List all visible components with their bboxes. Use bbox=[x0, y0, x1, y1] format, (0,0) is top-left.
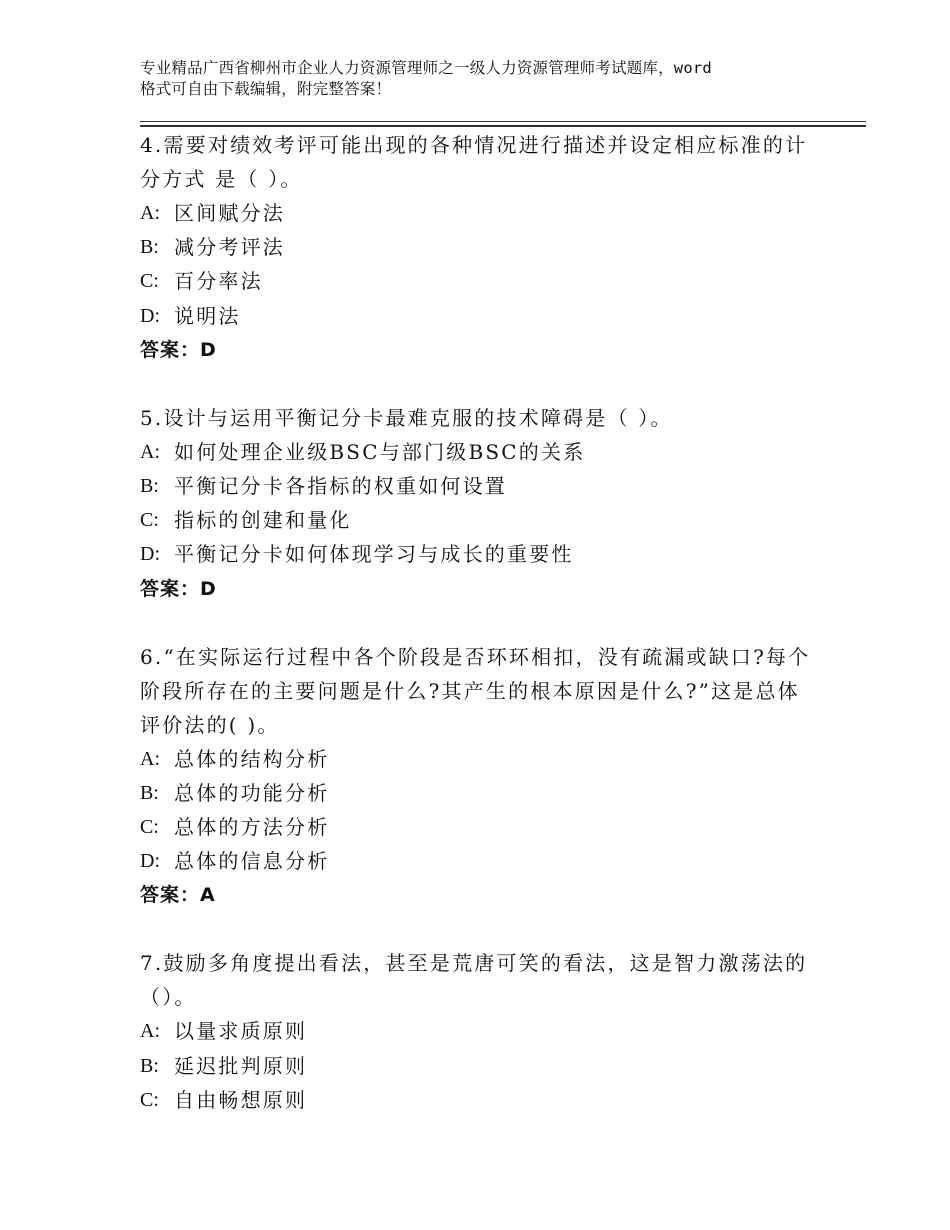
option-text: 总体的结构分析 bbox=[174, 746, 330, 771]
option-text: 总体的信息分析 bbox=[174, 849, 330, 874]
option-letter: D: bbox=[140, 304, 160, 327]
option-text: 平衡记分卡如何体现学习与成长的重要性 bbox=[174, 542, 574, 567]
question-5 bbox=[140, 401, 820, 606]
option-c bbox=[140, 503, 820, 537]
question-stem-line: 6.“在实际运行过程中各个阶段是否环环相扣，没有疏漏或缺口?每个 bbox=[140, 644, 811, 669]
option-letter: B: bbox=[140, 1054, 159, 1077]
option-a bbox=[140, 196, 820, 230]
question-7 bbox=[140, 946, 820, 1117]
option-letter: C: bbox=[140, 816, 159, 839]
option-letter: A: bbox=[140, 747, 160, 770]
option-a bbox=[140, 435, 820, 469]
option-c bbox=[140, 810, 820, 844]
option-a bbox=[140, 742, 820, 776]
question-spacer bbox=[140, 912, 820, 946]
option-text: 指标的创建和量化 bbox=[174, 508, 352, 533]
option-c bbox=[140, 1083, 820, 1117]
answer-key: 答案：D bbox=[140, 338, 217, 361]
option-letter: B: bbox=[140, 236, 159, 259]
question-stem-line: （）。 bbox=[140, 985, 197, 1010]
header-line-1: 专业精品广西省柳州市企业人力资源管理师之一级人力资源管理师考试题库，word bbox=[140, 59, 712, 77]
option-letter: D: bbox=[140, 543, 160, 566]
option-text: 减分考评法 bbox=[174, 235, 285, 260]
question-4 bbox=[140, 128, 820, 367]
option-d bbox=[140, 844, 820, 878]
option-text: 延迟批判原则 bbox=[174, 1053, 308, 1078]
question-stem-line: 阶段所存在的主要问题是什么?其产生的根本原因是什么?”这是总体 bbox=[140, 678, 800, 703]
option-text: 区间赋分法 bbox=[174, 201, 285, 225]
question-stem-line: 5.设计与运用平衡记分卡最难克服的技术障碍是（ ）。 bbox=[140, 405, 673, 430]
question-stem-line: 评价法的( )。 bbox=[140, 712, 280, 737]
option-letter: D: bbox=[140, 850, 160, 873]
question-stem-line: 4.需要对绩效考评可能出现的各种情况进行描述并设定相应标准的计 bbox=[140, 133, 808, 157]
answer-key: 答案：D bbox=[140, 577, 217, 600]
option-a bbox=[140, 1014, 820, 1048]
option-letter: C: bbox=[140, 270, 159, 293]
option-letter: A: bbox=[140, 1020, 160, 1043]
option-d bbox=[140, 299, 820, 333]
option-text: 自由畅想原则 bbox=[174, 1087, 308, 1112]
option-b bbox=[140, 469, 820, 503]
option-letter: A: bbox=[140, 440, 160, 463]
option-text: 总体的方法分析 bbox=[174, 815, 330, 840]
option-text: 总体的功能分析 bbox=[174, 780, 330, 805]
page-header bbox=[140, 58, 830, 100]
option-text: 如何处理企业级BSC与部门级BSC的关系 bbox=[174, 439, 586, 464]
option-b bbox=[140, 230, 820, 264]
option-letter: B: bbox=[140, 475, 159, 498]
option-c bbox=[140, 264, 820, 298]
option-letter: A: bbox=[140, 202, 160, 224]
question-list bbox=[140, 128, 820, 1117]
option-d bbox=[140, 537, 820, 571]
header-divider-thick bbox=[140, 125, 866, 127]
question-stem-line: 7.鼓励多角度提出看法，甚至是荒唐可笑的看法，这是智力激荡法的 bbox=[140, 951, 808, 976]
option-b bbox=[140, 1049, 820, 1083]
option-letter: B: bbox=[140, 781, 159, 804]
option-letter: C: bbox=[140, 509, 159, 532]
option-letter: C: bbox=[140, 1088, 159, 1111]
option-text: 以量求质原则 bbox=[174, 1019, 308, 1044]
header-divider-thin bbox=[140, 121, 866, 122]
option-b bbox=[140, 776, 820, 810]
question-6 bbox=[140, 640, 820, 913]
question-spacer bbox=[140, 606, 820, 640]
answer-key: 答案：A bbox=[140, 884, 216, 907]
question-spacer bbox=[140, 367, 820, 401]
option-text: 百分率法 bbox=[174, 269, 263, 294]
option-text: 平衡记分卡各指标的权重如何设置 bbox=[174, 474, 507, 499]
option-text: 说明法 bbox=[174, 303, 241, 328]
header-line-2: 格式可自由下载编辑，附完整答案！ bbox=[140, 80, 392, 98]
question-stem-line: 分方式 是（ ）。 bbox=[140, 167, 303, 191]
